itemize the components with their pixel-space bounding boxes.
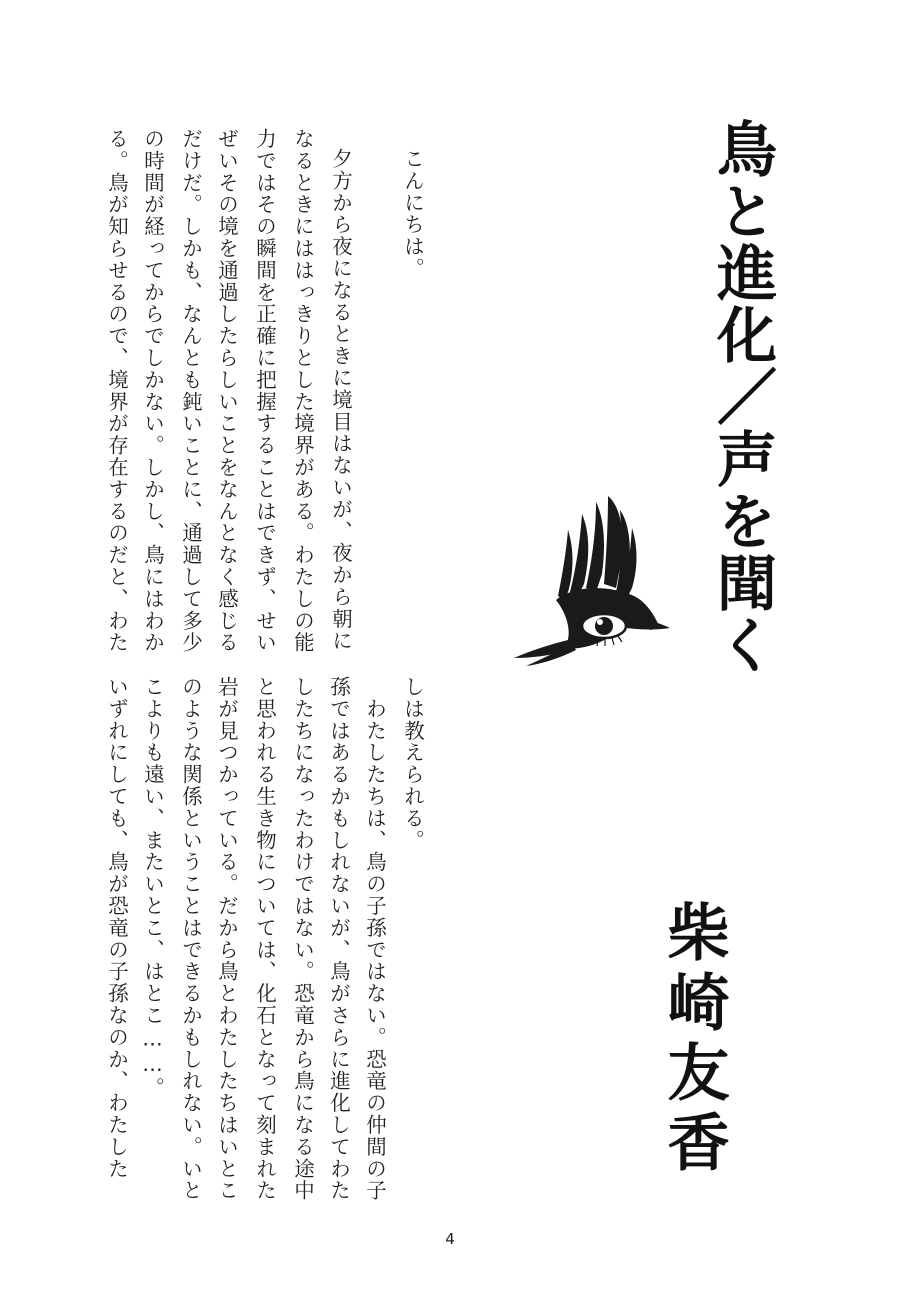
text-column: だけだ。しかも、なんとも鈍いことに、通過して多少 [178,128,203,654]
text-column: なるときにははっきりとした境界がある。わたしの能 [290,128,315,654]
page-number: 4 [445,1230,455,1248]
author-name: 柴崎友香 [657,900,730,1180]
text-column: 力ではその瞬間を正確に把握することはできず、せい [252,128,277,654]
text-column: 夕方から夜になるときに境目はないが、夜から朝に [328,148,353,652]
text-column: こよりも遠い、またいとこ、はとこ……。 [140,676,165,1100]
text-column: しは教えられる。 [400,676,425,852]
text-column: こんにちは。 [400,148,425,280]
text-column: いずれにしても、鳥が恐竜の子孫なのか、わたした [104,676,129,1180]
text-column: のような関係ということはできるかもしれない。いと [178,676,203,1202]
text-column: したちになったわけではない。恐竜から鳥になる途中 [290,676,315,1202]
text-column: 岩が見つかっている。だから鳥とわたしたちはいとこ [214,676,239,1202]
article-title: 鳥と進化／声を聞く [707,118,777,676]
text-column: の時間が経ってからでしかない。しかし、鳥にはわか [140,128,165,654]
text-column: ぜいその境を通過したらしいことをなんとなく感じる [214,128,239,654]
text-column: わたしたちは、鳥の子孫ではない。恐竜の仲間の子 [362,676,387,1202]
bird-eye-icon [512,488,672,668]
text-column: と思われる生き物については、化石となって刻まれた [252,676,277,1202]
text-column: 孫ではあるかもしれないが、鳥がさらに進化してわた [326,676,351,1202]
text-column: る。鳥が知らせるので、境界が存在するのだと、わた [104,128,129,654]
